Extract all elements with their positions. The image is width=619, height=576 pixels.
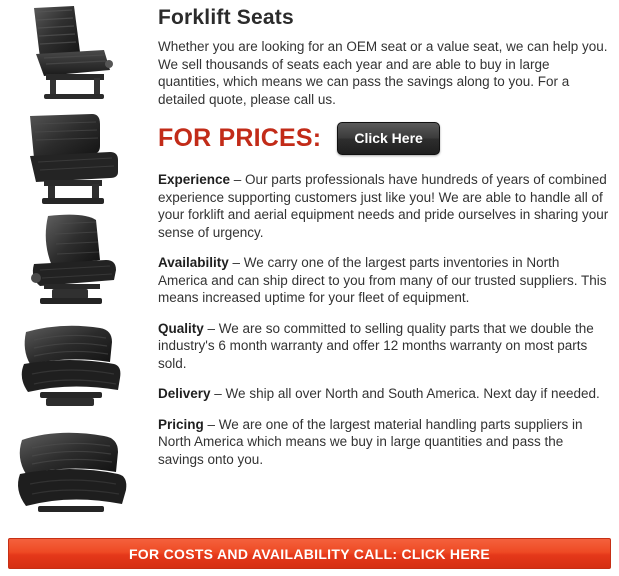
seat-photo-suspension-forklift-seat-with-backrest[interactable] [0,212,150,318]
seat-photo-folding-vinyl-forklift-seat[interactable] [0,0,150,106]
click-here-button[interactable]: Click Here [337,122,439,155]
feature-quality-text: – We are so committed to selling quality parts that we double the industry's 6 month warranty and offer 12 months warranty on most parts sold. [158,320,594,371]
page-title: Forklift Seats [158,6,294,29]
forklift-seat-illustration [0,106,150,212]
intro-paragraph: Whether you are looking for an OEM seat or a value seat, we can help you. We sell thousands of seats each year and are able to buy in large quantities, which means we can pass the savings along to you. For a detailed quote, please call us. [158,39,608,107]
feature-experience-label: Experience [158,172,231,187]
forklift-seat-illustration [0,424,150,530]
feature-experience-text: – Our parts professionals have hundreds of years of combined experience supporting customers just like you! We are able to handle all of your forklift and aerial equipment needs and pride ourselves in sharing your sense of urgency. [158,172,609,240]
footer-cta-banner[interactable]: FOR COSTS AND AVAILABILITY CALL: CLICK HERE [8,538,611,569]
feature-availability-text: – We carry one of the largest parts inventories in North America and can ship direct to you from many of our trusted suppliers. This means increased uptime for your fleet of equipment. [158,255,607,305]
forklift-seat-illustration [0,0,150,106]
feature-availability [158,254,610,307]
feature-pricing-text: – We are one of the largest material handling parts suppliers in North America which means we buy in large quantities and pass the savings onto you. [158,416,583,467]
forklift-seat-illustration [0,212,150,318]
forklift-seat-illustration [0,318,150,424]
seat-image-gallery [0,0,150,530]
feature-availability-label: Availability [158,255,229,270]
feature-delivery-label: Delivery [158,386,211,401]
feature-quality [158,320,610,373]
seat-photo-low-back-forklift-seat[interactable] [0,106,150,212]
prices-row [158,122,610,155]
feature-pricing-label: Pricing [158,416,204,432]
seat-photo-bucket-style-forklift-seat[interactable] [0,424,150,530]
content-column [158,6,610,481]
feature-pricing [158,416,610,469]
feature-delivery [158,385,610,403]
feature-experience [158,171,610,241]
feature-delivery-text: – We ship all over North and South America. Next day if needed. [210,386,600,401]
for-prices-label: FOR PRICES: [158,124,322,152]
seat-photo-wide-pan-forklift-seat[interactable] [0,318,150,424]
feature-quality-label: Quality [158,320,204,336]
